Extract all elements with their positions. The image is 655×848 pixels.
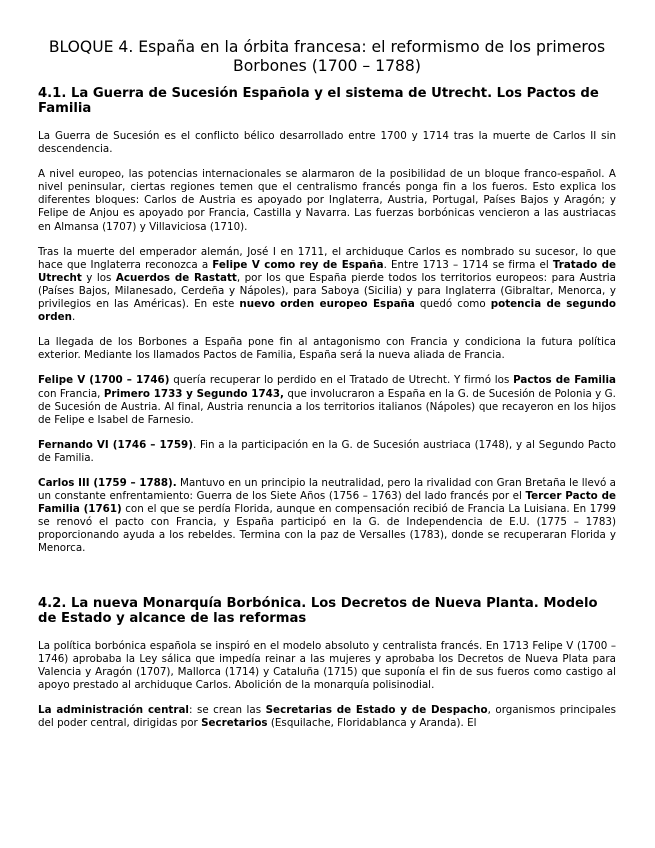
text-run: , organismos principales del poder central, dirigidas por [38,703,616,729]
text-run: con Francia, [38,387,104,400]
text-run: que involucraron a España en la G. de Sucesión de Polonia y G. de Sucesión de Austria. Al final, Austria renuncia a los territorios italianos (Nápoles) que recayeron en los hijos de Felipe e Isabel de Farnesio. [38,387,616,426]
paragraph [38,246,616,325]
bold-run: potencia de segundo orden [38,298,616,324]
bold-run: Pactos de Familia [513,374,616,387]
bold-run: Acuerdos de Rastatt [115,271,237,284]
section-spacer [38,568,616,596]
paragraph: La llegada de los Borbones a España pone fin al antagonismo con Francia y condiciona la futura política exterior. Mediante los llamados Pactos de Familia, España será la nueva aliada de Francia. [38,336,616,362]
bold-run: nuevo orden europeo España [239,298,415,311]
text-run: con el que se perdía Florida, aunque en compensación recibió de Francia La Luisiana. En 1799 se renovó el pacto con Francia, y España participó en la G. de Independencia de E.U. (1775 – 1783) proporcionando ayuda a los rebeldes. Termina con la paz de Versalles (1783), donde se recuperaran Florida y Menorca. [38,503,616,555]
text-run: . Entre 1713 – 1714 se firma el [383,258,553,271]
bold-run: Felipe V como rey de España [212,258,384,271]
text-run: y los [81,271,116,284]
bold-run: Secretarias de Estado y de Despacho [265,703,488,716]
paragraph: La política borbónica española se inspiró en el modelo absoluto y centralista francés. En 1713 Felipe V (1700 – 1746) aprobaba la Ley sálica que impedía reinar a las mujeres y aprobaba los Decretos de Nueva Plata para Valencia y Aragón (1707), Mallorca (1714) y Cataluña (1715) que suponía el fin de sus fueros como castigo al apoyo prestado al archiduque Carlos. Abolición de la monarquía polisinodial. [38,639,616,691]
text-run: . Fin a la participación en la G. de Sucesión austriaca (1748), y al Segundo Pacto de Familia. [38,438,617,464]
bold-run: Fernando VI (1746 – 1759) [38,438,193,451]
section-heading: 4.2. La nueva Monarquía Borbónica. Los Decretos de Nueva Planta. Modelo de Estado y alcance de las reformas [38,595,598,626]
text-run: (Esquilache, Floridablanca y Aranda). El [267,717,477,729]
bold-run: Tratado de Utrecht [38,258,616,284]
bold-run: Secretarios [201,717,268,729]
paragraph [38,704,616,730]
bold-run: Carlos III (1759 – 1788). [38,476,177,489]
bold-run: Primero 1733 y Segundo 1743, [103,387,284,400]
section-4-2 [38,596,616,731]
bold-run: Felipe V (1700 – 1746) [38,374,170,387]
bold-run: La administración central [38,703,189,716]
paragraph [38,477,616,556]
text-run: Tras la muerte del emperador alemán, José I en 1711, el archiduque Carlos es nombrado su sucesor, lo que hace que Inglaterra reconozca a [38,245,616,271]
section-4-1 [38,86,616,556]
text-run: Mantuvo en un principio la neutralidad, pero la rivalidad con Gran Bretaña le llevó a un constante enfrentamiento: Guerra de los Siete Años (1756 – 1763) del lado francés por el [38,476,617,503]
section-heading: 4.1. La Guerra de Sucesión Española y el sistema de Utrecht. Los Pactos de Familia [38,86,599,116]
paragraph [38,439,616,465]
text-run: quería recuperar lo perdido en el Tratado de Utrecht. Y firmó los [169,374,514,387]
paragraph [38,374,616,426]
text-run: . [71,311,76,324]
paragraph: La Guerra de Sucesión es el conflicto bélico desarrollado entre 1700 y 1714 tras la muerte de Carlos II sin descendencia. [38,130,616,156]
text-run: quedó como [414,298,491,311]
document-title: BLOQUE 4. España en la órbita francesa: el reformismo de los primeros Borbones (1700 – 1788) [48,38,606,75]
paragraph: A nivel europeo, las potencias internacionales se alarmaron de la posibilidad de un bloque franco-español. A nivel peninsular, ciertas regiones temen que el centralismo francés ponga fin a los fueros. Esto explica los diferentes bloques: Carlos de Austria es apoyado por Inglaterra, Austria, Portugal, Países Bajos y Aragón; y Felipe de Anjou es apoyado por Francia, Castilla y Navarra. Las fuerzas borbónicas vencieron a las austriacas en Almansa (1707) y Villaviciosa (1710). [38,168,616,233]
bold-run: Tercer Pacto de Familia (1761) [38,490,616,516]
text-run: : se crean las [188,703,266,716]
text-run: , por los que España pierde todos los territorios europeos: para Austria (Países Bajos, Milanesado, Cerdeña y Nápoles), para Saboya (Sicilia) y para Inglaterra (Gibraltar, Menorca, y privilegios en las Américas). En este [38,271,617,311]
